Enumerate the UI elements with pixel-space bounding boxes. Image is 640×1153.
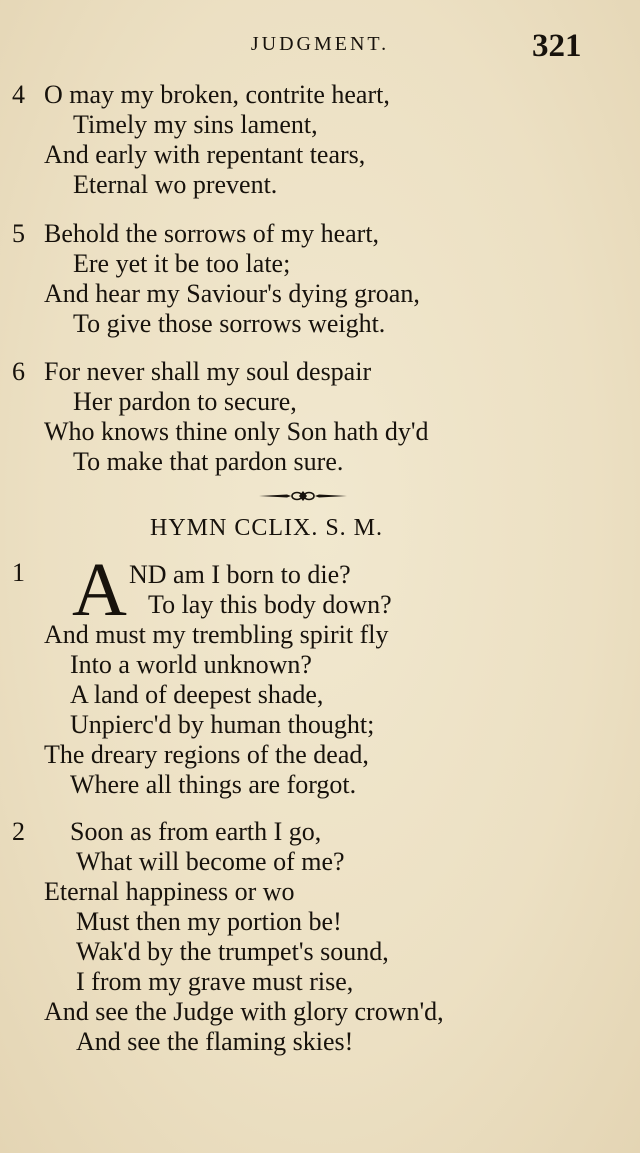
verse-line: Soon as from earth I go, (70, 817, 322, 846)
verse-line: And early with repentant tears, (44, 140, 366, 169)
verse-line: Must then my portion be! (76, 907, 342, 936)
verse-line: Into a world unknown? (70, 650, 312, 679)
verse-line: Timely my sins lament, (73, 110, 318, 139)
verse-line: Wak'd by the trumpet's sound, (76, 937, 389, 966)
verse-line: Who knows thine only Son hath dy'd (44, 417, 429, 446)
page-number: 321 (532, 28, 582, 64)
verse-line: I from my grave must rise, (76, 967, 354, 996)
verse-line: Her pardon to secure, (73, 387, 297, 416)
verse-line: And hear my Saviour's dying groan, (44, 279, 420, 308)
verse-line: The dreary regions of the dead, (44, 740, 369, 769)
verse-line: Eternal wo prevent. (73, 170, 278, 199)
verse-line: And see the Judge with glory crown'd, (44, 997, 444, 1026)
verse-number: 2 (12, 817, 25, 846)
verse-line: And must my trembling spirit fly (44, 620, 389, 649)
verse-line: What will become of me? (76, 847, 345, 876)
verse-line: Ere yet it be too late; (73, 249, 291, 278)
verse-line: To lay this body down? (148, 590, 392, 619)
hymn-title: HYMN CCLIX. S. M. (150, 515, 384, 541)
verse-line: To make that pardon sure. (73, 447, 344, 476)
verse-line: A land of deepest shade, (70, 680, 324, 709)
running-head: JUDGMENT. (250, 33, 390, 55)
verse-number: 5 (12, 219, 25, 248)
ornament-divider (257, 489, 349, 503)
verse-line: Behold the sorrows of my heart, (44, 219, 380, 248)
verse-number: 6 (12, 357, 25, 386)
verse-line: Unpierc'd by human thought; (70, 710, 375, 739)
verse-line: ND am I born to die? (129, 560, 351, 589)
verse-line: To give those sorrows weight. (73, 309, 386, 338)
verse-number: 4 (12, 80, 25, 109)
verse-line: And see the flaming skies! (76, 1027, 354, 1056)
verse-line: Eternal happiness or wo (44, 877, 295, 906)
drop-cap: A (72, 548, 127, 632)
verse-line: For never shall my soul despair (44, 357, 372, 386)
verse-line: Where all things are forgot. (70, 770, 357, 799)
verse-number: 1 (12, 558, 25, 587)
verse-line: O may my broken, contrite heart, (44, 80, 390, 109)
